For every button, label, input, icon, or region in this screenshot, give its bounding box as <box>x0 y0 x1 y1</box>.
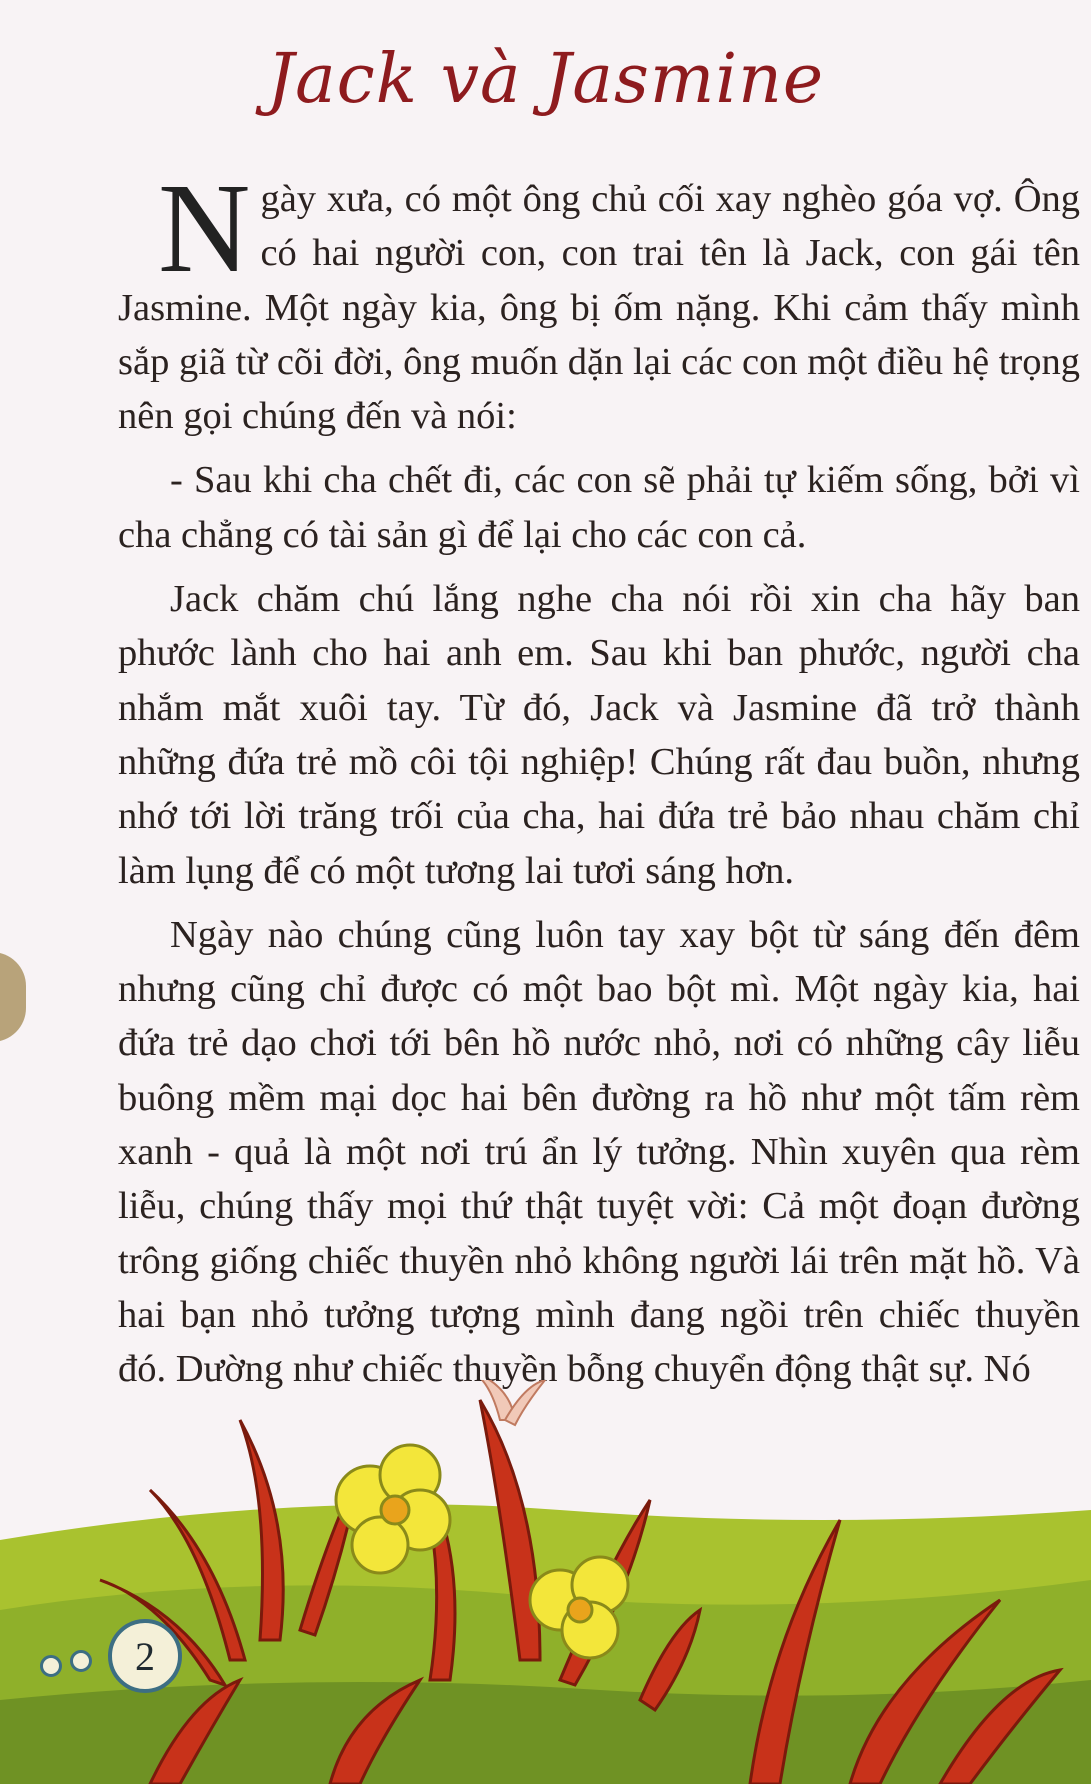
paragraph-4: Ngày nào chúng cũng luôn tay xay bột từ sáng đến đêm nhưng cũng chỉ được có một bao bột mì. Một ngày kia, hai đứa trẻ dạo chơi tới bên hồ nước nhỏ, nơi có những cây liễu buông mềm mại dọc hai bên đường ra hồ như một tấm rèm xanh - quả là một nơi trú ẩn lý tưởng. Nhìn xuyên qua rèm liễu, chúng thấy mọi thứ thật tuyệt vời: Cả một đoạn đường trông giống chiếc thuyền nhỏ không người lái trên mặt hồ. Và hai bạn nhỏ tưởng tượng mình đang ngồi trên chiếc thuyền đó. Dường như chiếc thuyền bỗng chuyển động thật sự. Nó <box>118 913 1080 1391</box>
story-body <box>118 157 1080 1407</box>
paragraph-2: - Sau khi cha chết đi, các con sẽ phải tự kiếm sống, bởi vì cha chẳng có tài sản gì để lại cho các con cả. <box>118 459 1080 556</box>
story-title: Jack và Jasmine <box>266 40 825 119</box>
left-edge-ornament <box>0 952 26 1042</box>
paragraph-3: Jack chăm chú lắng nghe cha nói rồi xin cha hãy ban phước lành cho hai anh em. Sau khi ban phước, người cha nhắm mắt xuôi tay. Từ đó, Jack và Jasmine đã trở thành những đứa trẻ mồ côi tội nghiệp! Chúng rất đau buồn, nhưng nhớ tới lời trăng trối của cha, hai đứa trẻ bảo nhau chăm chỉ làm lụng để có một tương lai tươi sáng hơn. <box>118 578 1080 892</box>
meadow-illustration <box>0 1380 1091 1784</box>
drop-cap: N <box>158 157 251 299</box>
paragraph-1 <box>118 157 1080 443</box>
page-number-badge: 2 <box>108 1619 182 1693</box>
paragraph-1-text: gày xưa, có một ông chủ cối xay nghèo góa vợ. Ông có hai người con, con trai tên là Jack, con gái tên Jasmine. Một ngày kia, ông bị ốm nặng. Khi cảm thấy mình sắp giã từ cõi đời, ông muốn dặn lại các con một điều hệ trọng nên gọi chúng đến và nói: <box>118 178 1080 438</box>
